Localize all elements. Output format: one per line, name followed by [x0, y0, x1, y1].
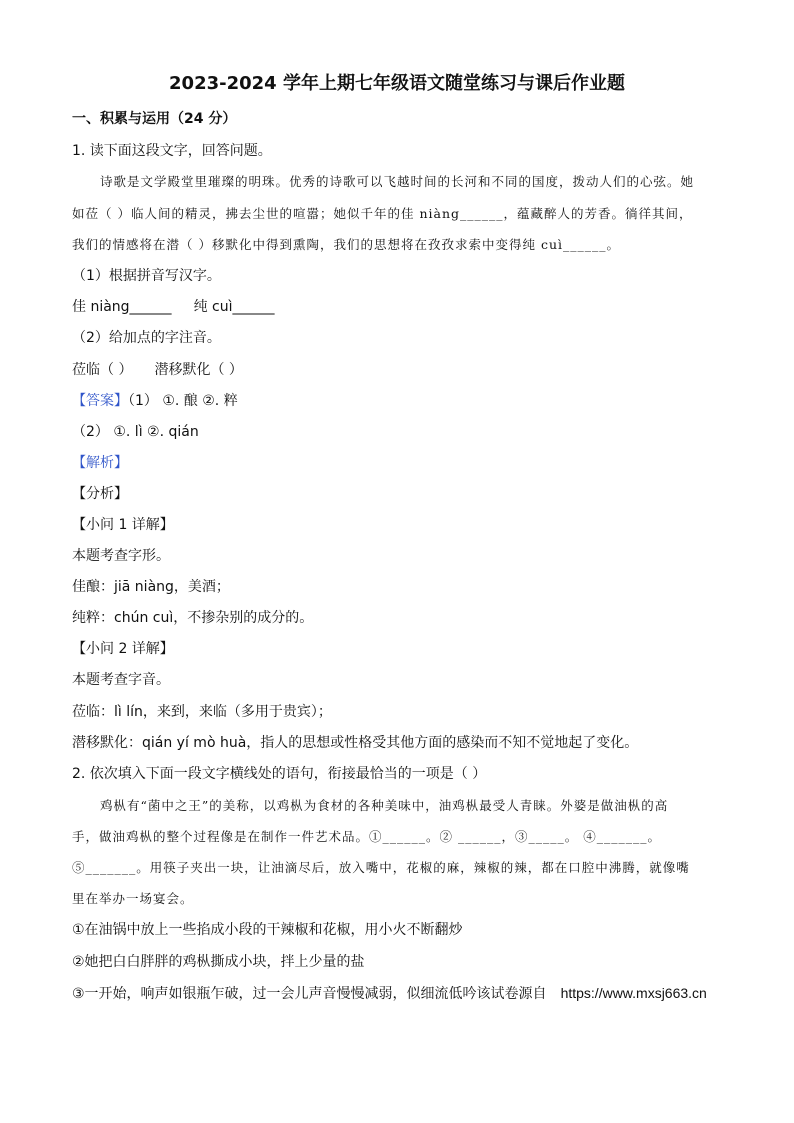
item-qianyimohua: 潜移默化（ ）	[154, 362, 243, 378]
detail-1-text: 纯粹：chún cuì，不掺杂别的成分的。	[72, 610, 314, 626]
sub-question-1-blanks	[72, 297, 274, 317]
blank-cui: 纯 cuì______	[193, 299, 275, 315]
blank-niang: 佳 niàng______	[72, 299, 172, 315]
question-2-passage-line: 鸡枞有“菌中之王”的美称，以鸡枞为食材的各种美味中，油鸡枞最受人青睐。外婆是做油枞的高	[100, 798, 669, 813]
question-2-option: ②她把白白胖胖的鸡枞撕成小块，拌上少量的盐	[72, 954, 365, 970]
analysis-heading: 【分析】	[72, 486, 128, 502]
analysis-tag: 【解析】	[72, 455, 128, 471]
sub-question-1: （1）根据拼音写汉字。	[72, 268, 221, 284]
item-lilin: 莅临（ ）	[72, 362, 133, 378]
answer-1: （1） ①. 酿 ②. 粹	[128, 393, 238, 409]
sub-question-2: （2）给加点的字注音。	[72, 330, 221, 346]
question-2-passage-line: 里在举办一场宴会。	[72, 891, 194, 906]
source-url[interactable]: https://www.mxsj663.cn	[560, 985, 707, 1001]
detail-2-heading: 【小问 2 详解】	[72, 641, 174, 657]
question-1-passage-line: 诗歌是文学殿堂里璀璨的明珠。优秀的诗歌可以飞越时间的长河和不同的国度，拨动人们的心弦。她	[100, 174, 695, 189]
question-1-passage-line: 我们的情感将在潜（ ）移默化中得到熏陶，我们的思想将在孜孜求索中变得纯 cuì______。	[72, 237, 620, 252]
detail-2-text: 潜移默化：qián yí mò huà，指人的思想或性格受其他方面的感染而不知不觉地起了变化。	[72, 735, 639, 751]
detail-1-text: 本题考查字形。	[72, 548, 170, 564]
detail-1-heading: 【小问 1 详解】	[72, 517, 174, 533]
question-1-stem: 1. 读下面这段文字，回答问题。	[72, 143, 272, 159]
question-2-stem: 2. 依次填入下面一段文字横线处的语句，衔接最恰当的一项是（ ）	[72, 766, 487, 782]
answer-2: （2） ①. lì ②. qián	[72, 424, 199, 440]
answer-tag: 【答案】	[72, 393, 128, 409]
sub-question-2-items	[72, 360, 243, 380]
question-2-option: ①在油锅中放上一些掐成小段的干辣椒和花椒，用小火不断翻炒	[72, 922, 463, 938]
page-title: 2023-2024 学年上期七年级语文随堂练习与课后作业题	[169, 73, 625, 94]
detail-1-text: 佳酿：jiā niàng，美酒；	[72, 579, 230, 595]
question-2-passage-line: ⑤_______。用筷子夹出一块，让油滴尽后，放入嘴中，花椒的麻，辣椒的辣，都在口腔中沸腾，就像嘴	[72, 860, 690, 875]
question-2-option: ③一开始，响声如银瓶乍破，过一会儿声音慢慢减弱，似细流低吟该试卷源自	[72, 986, 547, 1002]
section-heading: 一、积累与运用（24 分）	[72, 111, 237, 127]
question-2-passage-line: 手，做油鸡枞的整个过程像是在制作一件艺术品。①______。② ______，③_____。 ④_______。	[72, 829, 661, 844]
answer-line-1	[72, 391, 238, 411]
detail-2-text: 本题考查字音。	[72, 672, 170, 688]
question-2-option-with-source	[72, 983, 707, 1004]
detail-2-text: 莅临：lì lín，来到，来临（多用于贵宾）；	[72, 704, 332, 720]
question-1-passage-line: 如莅（ ）临人间的精灵，拂去尘世的喧嚣；她似千年的佳 niàng______，蕴藏醉人的芳香。徜徉其间，	[72, 206, 693, 221]
